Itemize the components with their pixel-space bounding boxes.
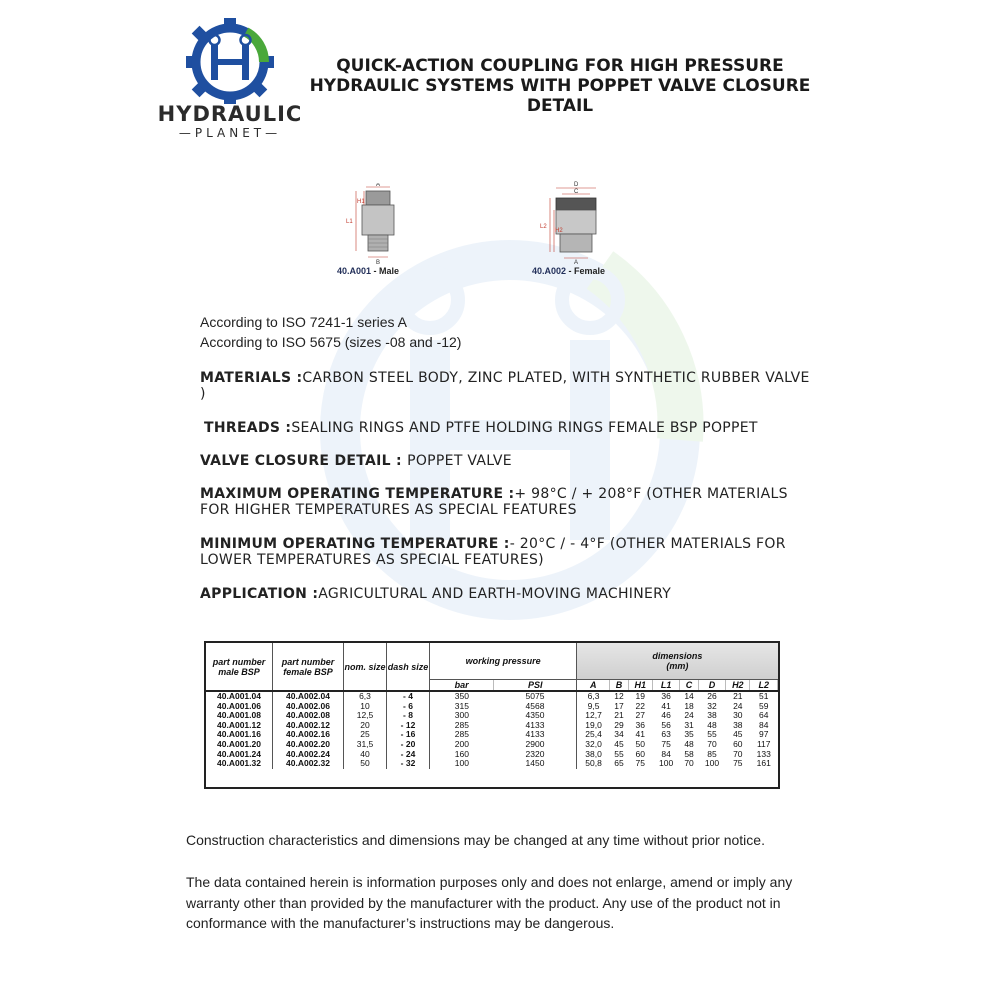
table-cell: 41 xyxy=(635,729,645,740)
col-header-dimensions: dimensions (mm) xyxy=(577,643,778,679)
table-cell: 40.A001.24 xyxy=(206,750,273,760)
subheader-bar: bar xyxy=(430,679,494,691)
table-cell: 40.A002.24 xyxy=(273,750,344,760)
table-cell: 18 xyxy=(684,700,694,711)
table-cell: 2320 xyxy=(494,750,577,760)
table-cell: 64 xyxy=(758,710,769,721)
subheader-l1: L1 xyxy=(652,679,679,691)
dim-label: A xyxy=(574,260,579,264)
table-cell: 350 xyxy=(454,691,469,701)
table-cell: 9,5 xyxy=(587,700,600,711)
table-cell: 40.A001.12 xyxy=(206,721,273,731)
table-cell: 27 xyxy=(635,710,645,721)
table-cell: 6,3 xyxy=(344,691,387,702)
table-cell: 5075 xyxy=(494,691,577,702)
table-cell: 40.A002.20 xyxy=(273,740,344,750)
table-cell: 40.A001.20 xyxy=(206,740,273,750)
table-cell: 25,4 xyxy=(585,729,602,740)
table-cell: 40.A001.08 xyxy=(206,711,273,721)
table-cell: 300 xyxy=(454,710,469,721)
table-cell: 315 xyxy=(454,700,469,711)
table-cell: 19 xyxy=(635,691,645,701)
table-cell: 50 xyxy=(635,738,645,749)
table-cell: 51 xyxy=(758,691,769,701)
table-cell: 55 xyxy=(614,748,624,759)
table-row xyxy=(206,691,778,702)
table-cell: 40.A002.16 xyxy=(273,730,344,740)
table-cell: 97 xyxy=(758,729,769,740)
table-cell: 21 xyxy=(614,710,624,721)
table-cell: 29 xyxy=(614,719,624,730)
table-cell: 84 xyxy=(758,719,769,730)
table-cell: 40.A002.08 xyxy=(273,711,344,721)
table-cell: 60 xyxy=(635,748,645,759)
table-cell: 40.A001.16 xyxy=(206,730,273,740)
spec-materials: MATERIALS :CARBON STEEL BODY, ZINC PLATED, WITH SYNTHETIC RUBBER VALVE ) xyxy=(200,370,810,402)
dimensions-table xyxy=(204,641,780,789)
col-header-female: part number female BSP xyxy=(273,643,344,691)
table-cell: 75 xyxy=(635,758,645,769)
table-cell: - 24 xyxy=(387,750,430,760)
table-cell: 75 xyxy=(661,738,671,749)
col-header-male: part number male BSP xyxy=(206,643,273,691)
table-cell: 17 xyxy=(614,700,624,711)
table-cell: - 4 xyxy=(387,691,430,702)
spec-max-temperature: MAXIMUM OPERATING TEMPERATURE :+ 98°C / + 208°F (OTHER MATERIALS FOR HIGHER TEMPERATURES AS SPECIAL FEATURES xyxy=(200,486,788,518)
dim-label: H2 xyxy=(555,228,563,234)
table-row xyxy=(206,759,778,769)
table-cell: 50,8 xyxy=(585,758,602,769)
table-cell: 20 xyxy=(344,721,387,731)
table-cell: 40 xyxy=(344,750,387,760)
table-cell: 21 xyxy=(733,691,743,701)
table-cell: 100 xyxy=(659,758,674,769)
table-cell: 22 xyxy=(635,700,645,711)
table-cell: 31,5 xyxy=(344,740,387,750)
subheader-h1: H1 xyxy=(628,679,652,691)
dim-label: L1 xyxy=(346,219,353,225)
table-cell: 4133 xyxy=(494,721,577,731)
page-title: QUICK-ACTION COUPLING FOR HIGH PRESSURE HYDRAULIC SYSTEMS WITH POPPET VALVE CLOSURE DETAIL xyxy=(309,56,811,116)
table-cell: 56 xyxy=(661,719,671,730)
dim-label: B xyxy=(376,260,381,265)
table-cell: 4350 xyxy=(494,711,577,721)
table-cell: 24 xyxy=(684,710,694,721)
table-cell: 75 xyxy=(733,758,743,769)
table-cell: 40.A001.06 xyxy=(206,702,273,712)
subheader-psi: PSI xyxy=(494,679,577,691)
table-cell: 41 xyxy=(661,700,671,711)
table-cell: - 8 xyxy=(387,711,430,721)
table-cell: 2900 xyxy=(494,740,577,750)
table-cell: 10 xyxy=(344,702,387,712)
note-changes: Construction characteristics and dimensions may be changed at any time without prior notice. xyxy=(186,832,765,848)
table-cell: 38 xyxy=(733,719,743,730)
spec-min-temperature: MINIMUM OPERATING TEMPERATURE :- 20°C / - 4°F (OTHER MATERIALS FOR LOWER TEMPERATURES AS SPECIAL FEATURES) xyxy=(200,536,786,568)
table-cell: 12 xyxy=(614,691,624,701)
male-coupling-diagram xyxy=(340,183,410,265)
table-cell: 285 xyxy=(454,729,469,740)
male-diagram-caption: 40.A001 - Male xyxy=(337,266,400,276)
col-header-nom-size: nom. size xyxy=(344,643,387,691)
table-cell: 36 xyxy=(661,691,671,701)
table-cell: 12,5 xyxy=(344,711,387,721)
table-cell: 70 xyxy=(707,738,717,749)
dim-label: L2 xyxy=(540,224,547,230)
table-cell: 65 xyxy=(614,758,624,769)
table-cell: 133 xyxy=(756,748,771,759)
table-cell: 32,0 xyxy=(585,738,602,749)
table-cell: 38,0 xyxy=(585,748,602,759)
dim-label: H1 xyxy=(357,199,365,205)
table-cell: 70 xyxy=(733,748,743,759)
table-cell: 48 xyxy=(707,719,717,730)
subheader-l2: L2 xyxy=(750,679,778,691)
subheader-d: D xyxy=(698,679,725,691)
table-cell: 70 xyxy=(684,758,694,769)
table-cell: 4133 xyxy=(494,730,577,740)
table-cell: 30 xyxy=(733,710,743,721)
spec-threads: THREADS :SEALING RINGS AND PTFE HOLDING RINGS FEMALE BSP POPPET xyxy=(204,420,758,436)
table-cell: - 32 xyxy=(387,759,430,769)
table-cell: 40.A002.32 xyxy=(273,759,344,769)
brand-subname: —PLANET— xyxy=(178,126,282,140)
table-cell: 100 xyxy=(704,758,720,769)
dim-label: C xyxy=(574,189,579,195)
table-cell: - 20 xyxy=(387,740,430,750)
table-cell: 40.A002.06 xyxy=(273,702,344,712)
female-coupling-diagram xyxy=(540,178,610,264)
table-cell: 38 xyxy=(707,710,717,721)
table-cell: 84 xyxy=(661,748,671,759)
table-cell: 59 xyxy=(758,700,769,711)
female-diagram-caption: 40.A002 - Female xyxy=(532,266,606,276)
table-cell: 32 xyxy=(707,700,717,711)
table-cell: - 12 xyxy=(387,721,430,731)
spec-valve-closure: VALVE CLOSURE DETAIL : POPPET VALVE xyxy=(200,453,512,469)
table-cell: 160 xyxy=(454,748,469,759)
subheader-c: C xyxy=(680,679,698,691)
iso-line-2: According to ISO 5675 (sizes -08 and -12) xyxy=(200,334,462,350)
table-cell: 40.A001.32 xyxy=(206,759,273,769)
table-cell: 26 xyxy=(707,691,717,701)
dim-label: A xyxy=(376,183,381,188)
col-header-dash-size: dash size xyxy=(387,643,430,691)
table-cell: 40.A002.04 xyxy=(273,691,344,702)
note-disclaimer: The data contained herein is information purposes only and does not enlarge, amend or imply any warranty other than provided by the manufacturer with the product. Any use of the product not in conformance with the manufacturer’s instructions may be dangerous. xyxy=(186,874,793,931)
subheader-b: B xyxy=(610,679,628,691)
table-cell: 6,3 xyxy=(587,691,600,701)
table-cell: 50 xyxy=(344,759,387,769)
table-cell: 100 xyxy=(454,758,469,769)
table-cell: 55 xyxy=(707,729,717,740)
table-cell: 31 xyxy=(684,719,694,730)
table-cell: 35 xyxy=(684,729,694,740)
table-cell: 4568 xyxy=(494,702,577,712)
subheader-h2: H2 xyxy=(726,679,750,691)
table-cell: 63 xyxy=(661,729,671,740)
table-cell: 25 xyxy=(344,730,387,740)
table-cell: 34 xyxy=(614,729,624,740)
spec-application: APPLICATION :AGRICULTURAL AND EARTH-MOVING MACHINERY xyxy=(200,586,672,602)
table-cell: - 16 xyxy=(387,730,430,740)
table-cell: 58 xyxy=(684,748,694,759)
table-cell: 12,7 xyxy=(585,710,602,721)
table-cell: 46 xyxy=(661,710,671,721)
table-cell: 1450 xyxy=(494,759,577,769)
gear-icon xyxy=(180,18,280,104)
table-cell: 36 xyxy=(635,719,645,730)
col-header-pressure: working pressure xyxy=(430,643,577,679)
table-cell: 19,0 xyxy=(585,719,602,730)
table-cell: 200 xyxy=(454,738,469,749)
table-cell: 48 xyxy=(684,738,694,749)
brand-name: HYDRAULIC xyxy=(157,102,303,126)
table-cell: 24 xyxy=(733,700,743,711)
table-cell: 117 xyxy=(756,738,771,749)
table-cell: 85 xyxy=(707,748,717,759)
iso-line-1: According to ISO 7241-1 series A xyxy=(200,314,407,330)
table-cell: 45 xyxy=(733,729,743,740)
table-cell: - 6 xyxy=(387,702,430,712)
table-cell: 60 xyxy=(733,738,743,749)
table-cell: 40.A002.12 xyxy=(273,721,344,731)
table-cell: 45 xyxy=(614,738,624,749)
table-cell: 14 xyxy=(684,691,694,701)
table-cell: 161 xyxy=(756,758,771,769)
table-cell: 285 xyxy=(454,719,469,730)
dim-label: D xyxy=(574,182,579,188)
table-cell: 40.A001.04 xyxy=(206,691,273,702)
subheader-a: A xyxy=(577,679,610,691)
